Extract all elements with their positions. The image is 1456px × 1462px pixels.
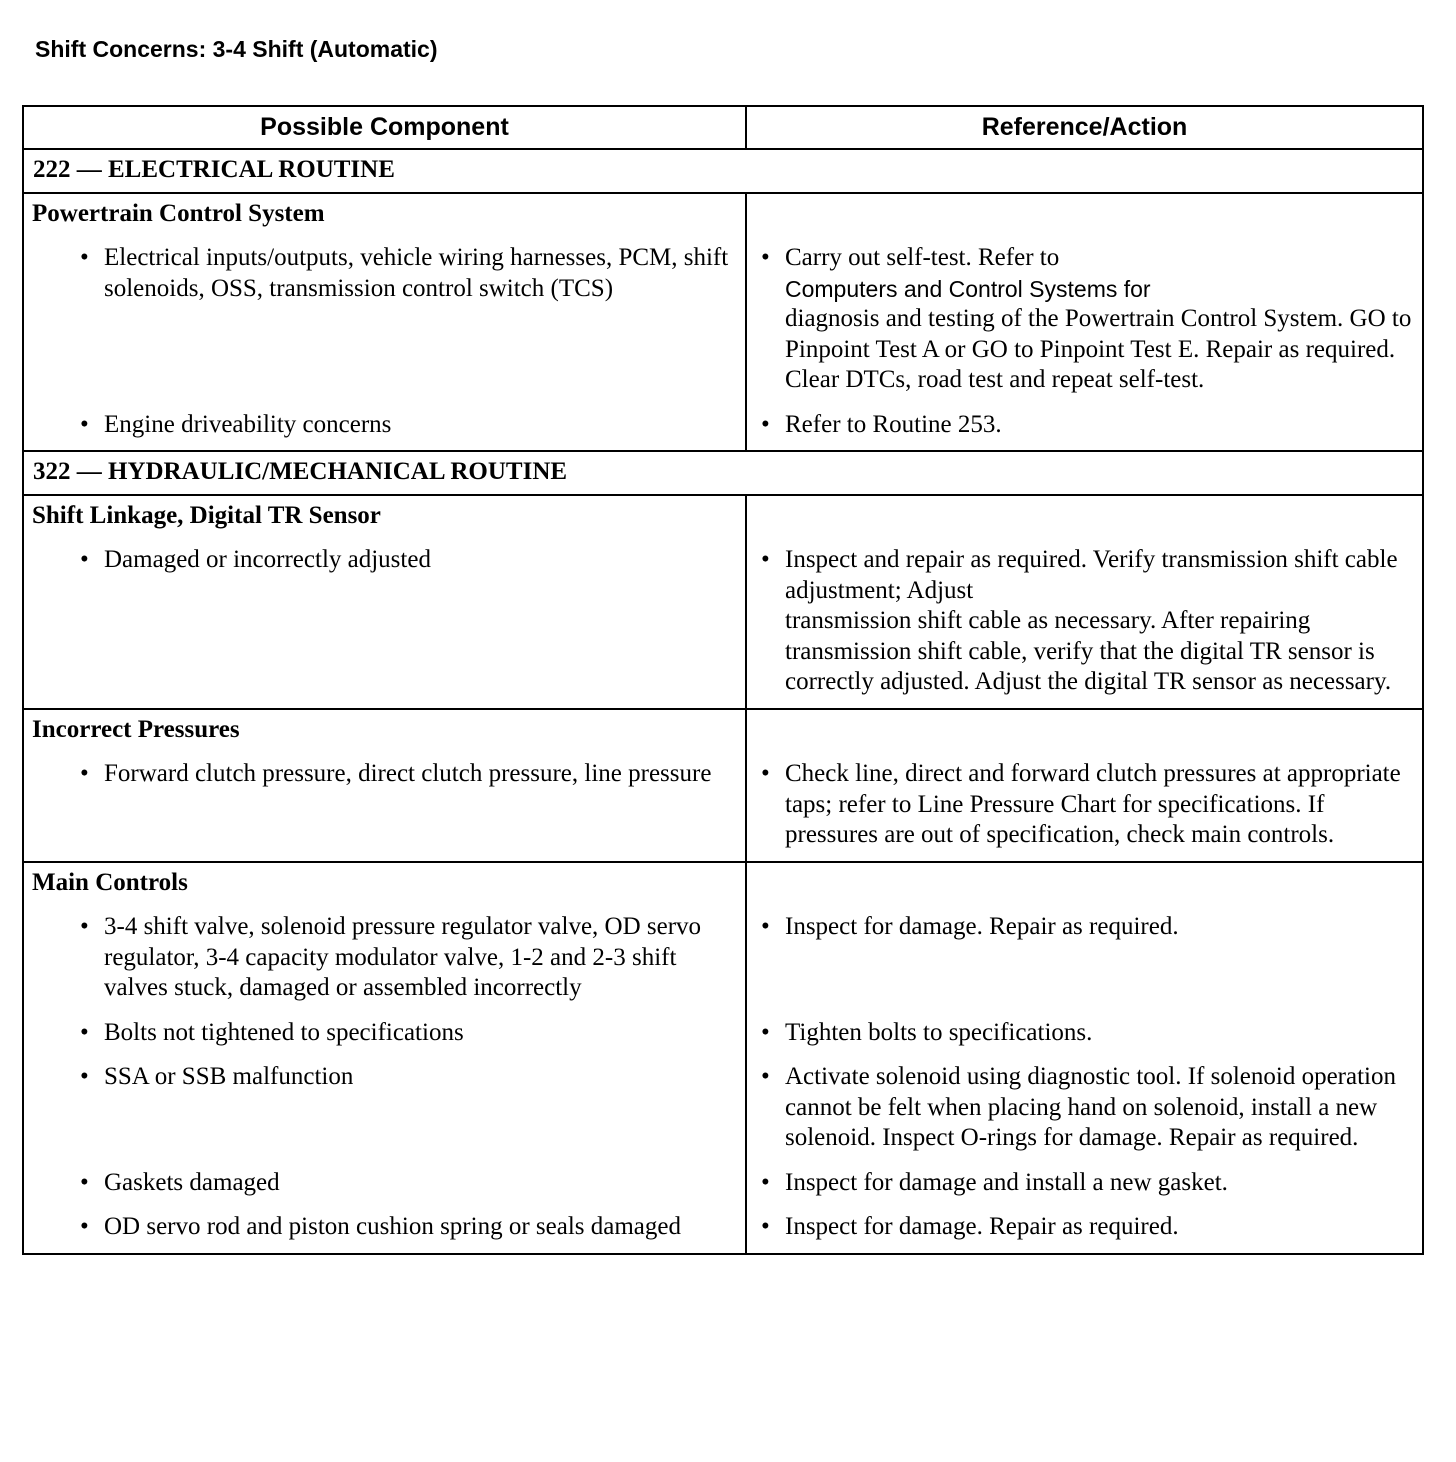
action-text: Tighten bolts to specifications. [785,1018,1093,1046]
bullet-icon: • [80,1213,89,1240]
component-name: Shift Linkage, Digital TR Sensor [23,495,746,532]
condition-cell [23,531,746,709]
bullet-icon: • [80,1063,89,1090]
component-row-shift-linkage [23,495,1423,532]
condition-text: OD servo rod and piston cushion spring or seals damaged [104,1213,681,1240]
table-row [23,898,1423,1004]
action-text: Inspect for damage. Repair as required. [785,913,1179,940]
table-row [23,229,1423,396]
action-cell [746,229,1423,396]
shift-concerns-table [22,105,1424,1255]
routine-row-hydraulic-mechanical [23,451,1423,495]
condition-cell [23,745,746,862]
action-cell [746,1004,1423,1049]
condition-text: Gaskets damaged [104,1168,280,1196]
action-cell [746,1154,1423,1199]
bullet-icon: • [761,410,770,438]
table-row [23,1004,1423,1049]
bullet-icon: • [761,1168,770,1196]
action-cell [746,396,1423,452]
bullet-icon: • [80,1168,89,1196]
action-text: Check line, direct and forward clutch pressures at appropriate taps; refer to Line Pressure Chart for specifications. If pressures are out of specification, check main controls. [785,760,1401,848]
action-text: Activate solenoid using diagnostic tool. If solenoid operation cannot be felt when placing hand on solenoid, install a new solenoid. Inspect O-rings for damage. Repair as required. [785,1063,1396,1151]
action-text: diagnosis and testing of the Powertrain Control System. GO to Pinpoint Test A or GO to Pinpoint Test E. Repair as required. Clear DTCs, road test and repeat self-test. [785,305,1412,393]
component-row-powertrain-control-system [23,193,1423,230]
condition-text: Forward clutch pressure, direct clutch pressure, line pressure [104,760,712,787]
action-cell [746,745,1423,862]
routine-title: 322 — HYDRAULIC/MECHANICAL ROUTINE [23,451,1423,495]
component-action-blank [746,709,1423,746]
table-row [23,396,1423,452]
bullet-icon: • [80,546,89,573]
bullet-icon: • [80,913,89,940]
condition-cell [23,1198,746,1254]
routine-title: 222 — ELECTRICAL ROUTINE [23,149,1423,193]
component-name: Powertrain Control System [23,193,746,230]
action-cell [746,898,1423,1004]
action-text: Inspect for damage. Repair as required. [785,1213,1179,1240]
bullet-icon: • [761,760,770,787]
action-text: Inspect and repair as required. Verify transmission shift cable adjustment; Adjust [785,546,1398,604]
component-action-blank [746,193,1423,230]
action-text: Inspect for damage and install a new gasket. [785,1168,1228,1196]
action-cell [746,1048,1423,1154]
component-name: Incorrect Pressures [23,709,746,746]
header-reference-action: Reference/Action [746,106,1423,149]
condition-text: Electrical inputs/outputs, vehicle wiring harnesses, PCM, shift solenoids, OSS, transmission control switch (TCS) [104,244,729,302]
condition-cell [23,1004,746,1049]
bullet-icon: • [761,1213,770,1240]
condition-cell [23,1154,746,1199]
bullet-icon: • [761,913,770,940]
table-row [23,531,1423,709]
condition-cell [23,898,746,1004]
condition-text: SSA or SSB malfunction [104,1063,354,1090]
page-title: Shift Concerns: 3-4 Shift (Automatic) [35,36,438,62]
action-cell [746,1198,1423,1254]
table-row [23,745,1423,862]
action-text: transmission shift cable as necessary. After repairing transmission shift cable, verify that the digital TR sensor is correctly adjusted. Adjust the digital TR sensor as necessary. [785,607,1392,695]
condition-cell [23,396,746,452]
action-link-text: Computers and Control Systems for [785,275,1151,302]
condition-cell [23,229,746,396]
condition-text: 3-4 shift valve, solenoid pressure regulator valve, OD servo regulator, 3-4 capacity modulator valve, 1-2 and 2-3 shift valves stuck, damaged or assembled incorrectly [104,913,702,1001]
action-cell [746,531,1423,709]
table-row [23,1154,1423,1199]
action-text: Carry out self-test. Refer to [785,244,1060,271]
bullet-icon: • [761,1018,770,1046]
component-row-main-controls [23,862,1423,899]
component-action-blank [746,862,1423,899]
bullet-icon: • [761,244,770,271]
bullet-icon: • [80,410,89,438]
component-action-blank [746,495,1423,532]
table-header-row [23,106,1423,149]
table-row [23,1198,1423,1254]
table-row [23,1048,1423,1154]
bullet-icon: • [80,760,89,787]
condition-text: Damaged or incorrectly adjusted [104,546,431,573]
bullet-icon: • [80,1018,89,1046]
routine-row-electrical [23,149,1423,193]
bullet-icon: • [80,244,89,271]
header-possible-component: Possible Component [23,106,746,149]
condition-text: Bolts not tightened to specifications [104,1018,464,1046]
component-name: Main Controls [23,862,746,899]
component-row-incorrect-pressures [23,709,1423,746]
condition-cell [23,1048,746,1154]
action-text: Refer to Routine 253. [785,410,1002,438]
bullet-icon: • [761,1063,770,1090]
bullet-icon: • [761,546,770,573]
condition-text: Engine driveability concerns [104,410,392,438]
